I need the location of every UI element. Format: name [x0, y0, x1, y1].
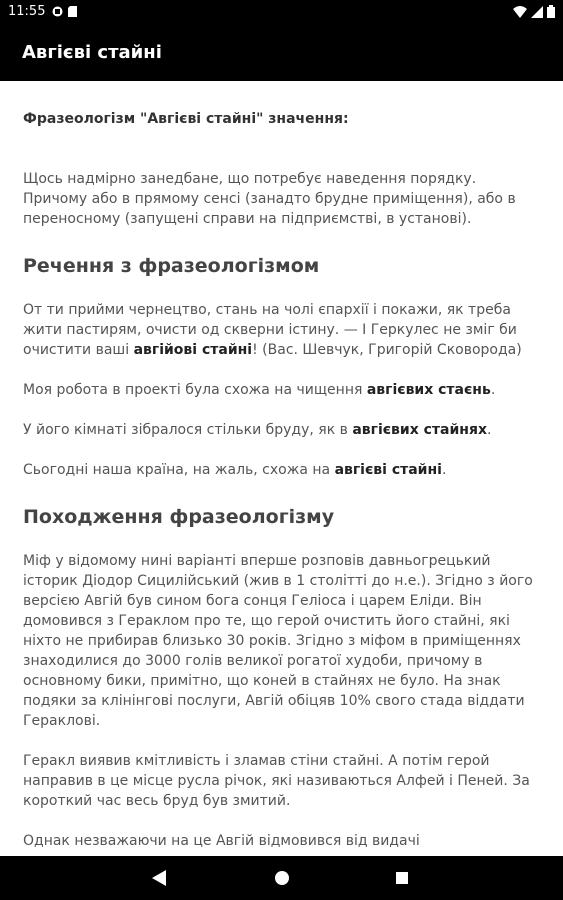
- origin-paragraph: Геракл виявив кмітливість і зламав стіни стайні. А потім герой направив в це місце русла річок, які називаються Алфей і Пеней. За короткий час весь бруд був змитий.: [23, 753, 530, 809]
- app-bar: [0, 24, 563, 81]
- navigation-bar: [0, 856, 563, 900]
- wifi-icon: [513, 6, 527, 18]
- article-content[interactable]: [0, 81, 563, 856]
- origin-paragraph: Однак незважаючи на це Авгій відмовився від видачі: [23, 833, 420, 849]
- system-icons: [513, 5, 555, 18]
- origin-paragraph: Міф у відомому нині варіанті вперше розповів давньогрецький історик Діодор Сицилійський (жив в 1 столітті до н.е.). Згідно з його версією Авгій був сином бога сонця Геліоса і царем Еліди. Він домовився з Гераклом про те, що герой очистить його стайні, які ніхто не прибирав близько 30 років. Згідно з міфом в приміщеннях знаходилися до 3000 голів великої рогатої худоби, причому в основному бики, примітно, що коней в стайнях не було. На знак подяки за клінінгові послуги, Авгій обіцяв 10% свого стада віддати Гераклові.: [23, 553, 533, 729]
- example-sentence: У його кімнаті зібралося стільки бруду, як в авгієвих стайнях.: [23, 422, 492, 438]
- status-bar: [0, 0, 563, 24]
- battery-icon: [547, 5, 555, 18]
- meaning-heading: Фразеологізм "Авгієві стайні" значення:: [23, 111, 349, 127]
- recent-apps-icon[interactable]: [396, 872, 408, 884]
- app-notification-icon: [52, 6, 63, 17]
- app-title: Авгієві стайні: [22, 42, 162, 63]
- example-sentence: От ти прийми чернецтво, стань на чолі єпархії і покажи, як треба жити пастирям, очисти од скверни істину. — І Геркулес не зміг би очистити ваші авгійові стайні! (Вас. Шевчук, Григорій Сковорода): [23, 302, 522, 358]
- phrase-highlight: авгійові стайні: [133, 342, 253, 358]
- sd-card-icon: [68, 6, 77, 17]
- home-icon[interactable]: [275, 871, 289, 885]
- notification-icons: [52, 6, 77, 17]
- origin-title: Походження фразеологізму: [23, 506, 335, 528]
- back-icon[interactable]: [152, 870, 166, 886]
- signal-icon: [531, 6, 543, 18]
- example-sentence: Сьогодні наша країна, на жаль, схожа на авгієві стайні.: [23, 462, 447, 478]
- status-time: 11:55: [8, 4, 46, 19]
- example-sentence: Моя робота в проекті була схожа на чищення авгієвих стаєнь.: [23, 382, 496, 398]
- phrase-highlight: авгієві стайні: [334, 462, 442, 478]
- meaning-text: Щось надмірно занедбане, що потребує наведення порядку. Причому або в прямому сенсі (занадто брудне приміщення), або в переносному (запущені справи на підприємстві, в установі).: [23, 171, 516, 227]
- phrase-highlight: авгієвих стаєнь: [366, 382, 491, 398]
- examples-title: Речення з фразеологізмом: [23, 255, 320, 277]
- phrase-highlight: авгієвих стайнях: [352, 422, 487, 438]
